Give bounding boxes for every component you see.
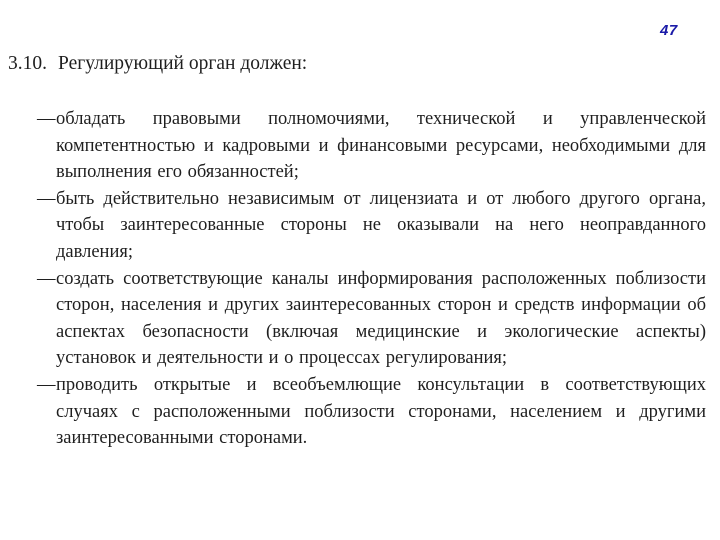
list-item (0, 186, 720, 266)
list-dash: — (37, 188, 56, 209)
section-heading (8, 51, 307, 77)
section-number: 3.10. (8, 53, 47, 74)
list-item (0, 372, 720, 452)
section-title: Регулирующий орган должен: (58, 53, 308, 74)
list-item (0, 106, 720, 186)
list-item-text: создать соответствующие каналы информирования расположенных поблизости сторон, населения и других заинтересованных сторон и средств информации об аспектах безопасности (включая медицинские и экологические аспекты) установок и деятельности и о процессах регулирования; (56, 268, 706, 369)
requirements-list (0, 106, 720, 452)
list-item-text: проводить открытые и всеобъемлющие консультации в соответствующих случаях с расположенными поблизости сторонами, населением и другими заинтересованными сторонами. (56, 374, 706, 449)
list-dash: — (37, 374, 56, 395)
list-item (0, 266, 720, 372)
list-dash: — (37, 268, 56, 289)
list-item-text: обладать правовыми полномочиями, технической и управленческой компетентностью и кадровыми и финансовыми ресурсами, необходимыми для выполнения его обязанностей; (56, 109, 706, 183)
list-dash: — (37, 109, 56, 129)
list-item-text: быть действительно независимым от лицензиата и от любого другого органа, чтобы заинтересованные стороны не оказывали на него неоправданного давления; (56, 188, 706, 262)
page-number: 47 (660, 22, 678, 39)
